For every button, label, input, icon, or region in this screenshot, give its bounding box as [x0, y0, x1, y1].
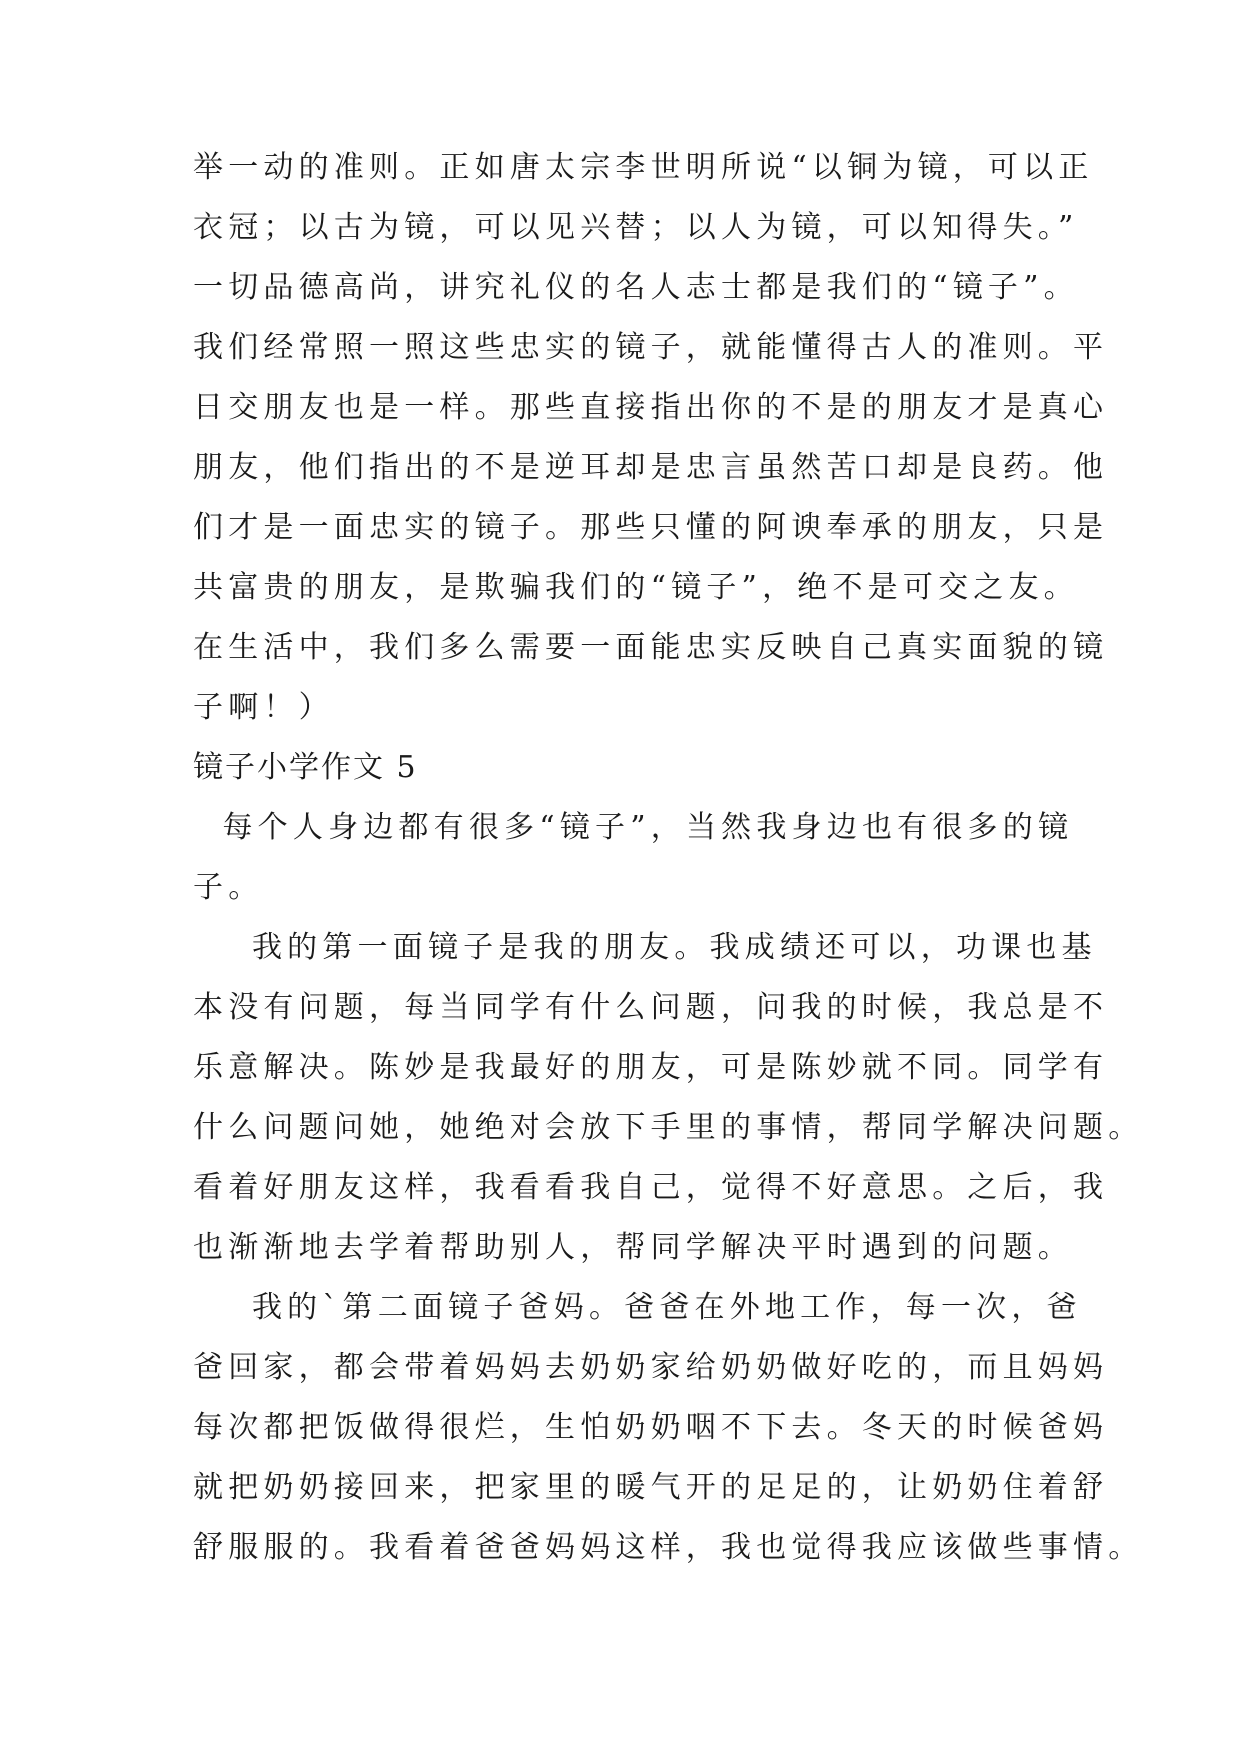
- text-line: 本没有问题，每当同学有什么问题，问我的时候，我总是不: [193, 990, 1109, 1025]
- text-line: 也渐渐地去学着帮助别人，帮同学解决平时遇到的问题。: [193, 1230, 1073, 1265]
- text-line: 一切品德高尚，讲究礼仪的名人志士都是我们的“镜子”。: [193, 270, 1079, 305]
- section-heading: 镜子小学作文 5: [193, 750, 418, 785]
- text-line: 衣冠；以古为镜，可以见兴替；以人为镜，可以知得失。”: [193, 210, 1079, 245]
- text-line: 每个人身边都有很多“镜子”，当然我身边也有很多的镜: [193, 810, 1074, 845]
- text-line: 每次都把饭做得很烂，生怕奶奶咽不下去。冬天的时候爸妈: [193, 1410, 1109, 1445]
- text-line: 们才是一面忠实的镜子。那些只懂的阿谀奉承的朋友，只是: [193, 510, 1109, 545]
- text-line: 舒服服的。我看着爸爸妈妈这样，我也觉得我应该做些事情。: [193, 1530, 1144, 1565]
- text-line: 爸回家，都会带着妈妈去奶奶家给奶奶做好吃的，而且妈妈: [193, 1350, 1109, 1385]
- text-line: 乐意解决。陈妙是我最好的朋友，可是陈妙就不同。同学有: [193, 1050, 1109, 1085]
- text-line: 在生活中，我们多么需要一面能忠实反映自己真实面貌的镜: [193, 630, 1109, 665]
- text-line: 什么问题问她，她绝对会放下手里的事情，帮同学解决问题。: [193, 1110, 1144, 1145]
- text-line: 共富贵的朋友，是欺骗我们的“镜子”，绝不是可交之友。: [193, 570, 1079, 605]
- text-line: 就把奶奶接回来，把家里的暖气开的足足的，让奶奶住着舒: [193, 1470, 1109, 1505]
- text-line: 子啊！）: [193, 690, 334, 725]
- text-line: 我的`第二面镜子爸妈。爸爸在外地工作，每一次，爸: [193, 1290, 1082, 1325]
- text-line: 日交朋友也是一样。那些直接指出你的不是的朋友才是真心: [193, 390, 1109, 425]
- text-line: 看着好朋友这样，我看看我自己，觉得不好意思。之后，我: [193, 1170, 1109, 1205]
- text-line: 朋友，他们指出的不是逆耳却是忠言虽然苦口却是良药。他: [193, 450, 1109, 485]
- text-line: 举一动的准则。正如唐太宗李世明所说“以铜为镜，可以正: [193, 150, 1094, 185]
- text-line: 子。: [193, 870, 264, 905]
- text-line: 我的第一面镜子是我的朋友。我成绩还可以，功课也基: [193, 930, 1097, 965]
- text-line: 我们经常照一照这些忠实的镜子，就能懂得古人的准则。平: [193, 330, 1109, 365]
